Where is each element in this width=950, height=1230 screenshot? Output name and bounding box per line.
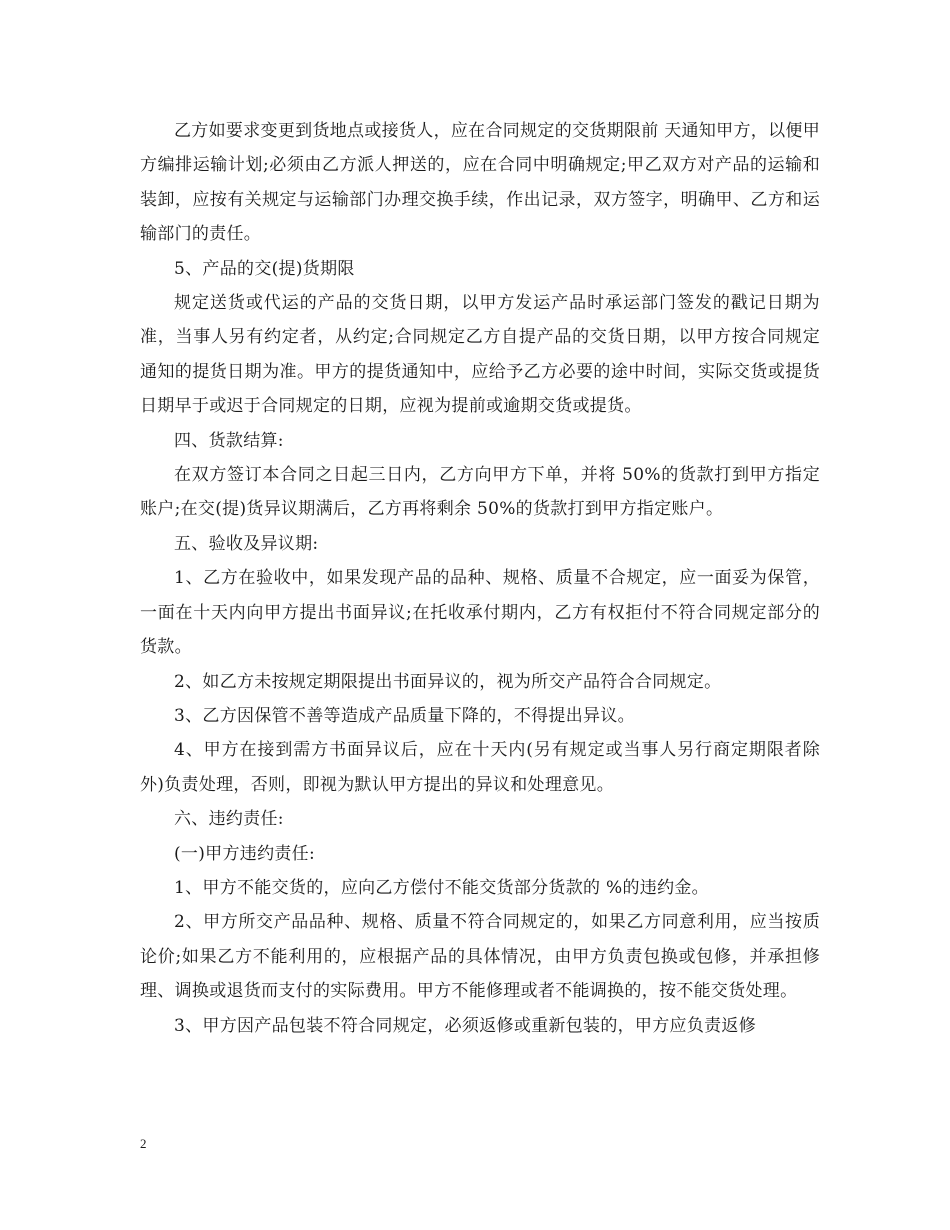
- paragraph-liability-2: 2、甲方所交产品品种、规格、质量不符合同规定的，如果乙方同意利用，应当按质论价;如果乙方不能利用的，应根据产品的具体情况，由甲方负责包换或包修，并承担修理、调换或退货而支付的实际费用。甲方不能修理或者不能调换的，按不能交货处理。: [140, 912, 820, 1002]
- paragraph-acceptance-4: 4、甲方在接到需方书面异议后，应在十天内(另有规定或当事人另行商定期限者除外)负责处理，否则，即视为默认甲方提出的异议和处理意见。: [140, 740, 820, 795]
- subheading-party-a-liability: (一)甲方违约责任:: [174, 843, 315, 864]
- heading-payment-settlement: 四、货款结算:: [174, 430, 284, 451]
- page-number: 2: [140, 1136, 147, 1151]
- document-body: [140, 114, 820, 1043]
- paragraph-liability-1: 1、甲方不能交货的，应向乙方偿付不能交货部分货款的 %的违约金。: [174, 877, 709, 898]
- paragraph-liability-3: 3、甲方因产品包装不符合同规定，必须返修或重新包装的，甲方应负责返修: [174, 1015, 757, 1036]
- paragraph-delivery-change: 乙方如要求变更到货地点或接货人，应在合同规定的交货期限前 天通知甲方，以便甲方编排运输计划;必须由乙方派人押送的，应在合同中明确规定;甲乙双方对产品的运输和装卸，应按有关规定与运输部门办理交换手续，作出记录，双方签字，明确甲、乙方和运输部门的责任。: [140, 121, 820, 245]
- paragraph-acceptance-3: 3、乙方因保管不善等造成产品质量下降的，不得提出异议。: [174, 705, 635, 726]
- heading-acceptance-objection: 五、验收及异议期:: [174, 533, 319, 554]
- paragraph-delivery-date: 规定送货或代运的产品的交货日期，以甲方发运产品时承运部门签发的戳记日期为准，当事人另有约定者，从约定;合同规定乙方自提产品的交货日期，以甲方按合同规定通知的提货日期为准。甲方的提货通知中，应给予乙方必要的途中时间，实际交货或提货日期早于或迟于合同规定的日期，应视为提前或逾期交货或提货。: [140, 293, 820, 417]
- heading-liability: 六、违约责任:: [174, 809, 284, 830]
- paragraph-acceptance-2: 2、如乙方未按规定期限提出书面异议的，视为所交产品符合合同规定。: [174, 671, 722, 692]
- paragraph-payment-terms: 在双方签订本合同之日起三日内，乙方向甲方下单，并将 50%的货款打到甲方指定账户;在交(提)货异议期满后，乙方再将剩余 50%的货款打到甲方指定账户。: [140, 465, 820, 520]
- paragraph-acceptance-1: 1、乙方在验收中，如果发现产品的品种、规格、质量不合规定，应一面妥为保管，一面在十天内向甲方提出书面异议;在托收承付期内，乙方有权拒付不符合同规定部分的货款。: [140, 568, 820, 658]
- heading-delivery-period: 5、产品的交(提)货期限: [174, 258, 355, 279]
